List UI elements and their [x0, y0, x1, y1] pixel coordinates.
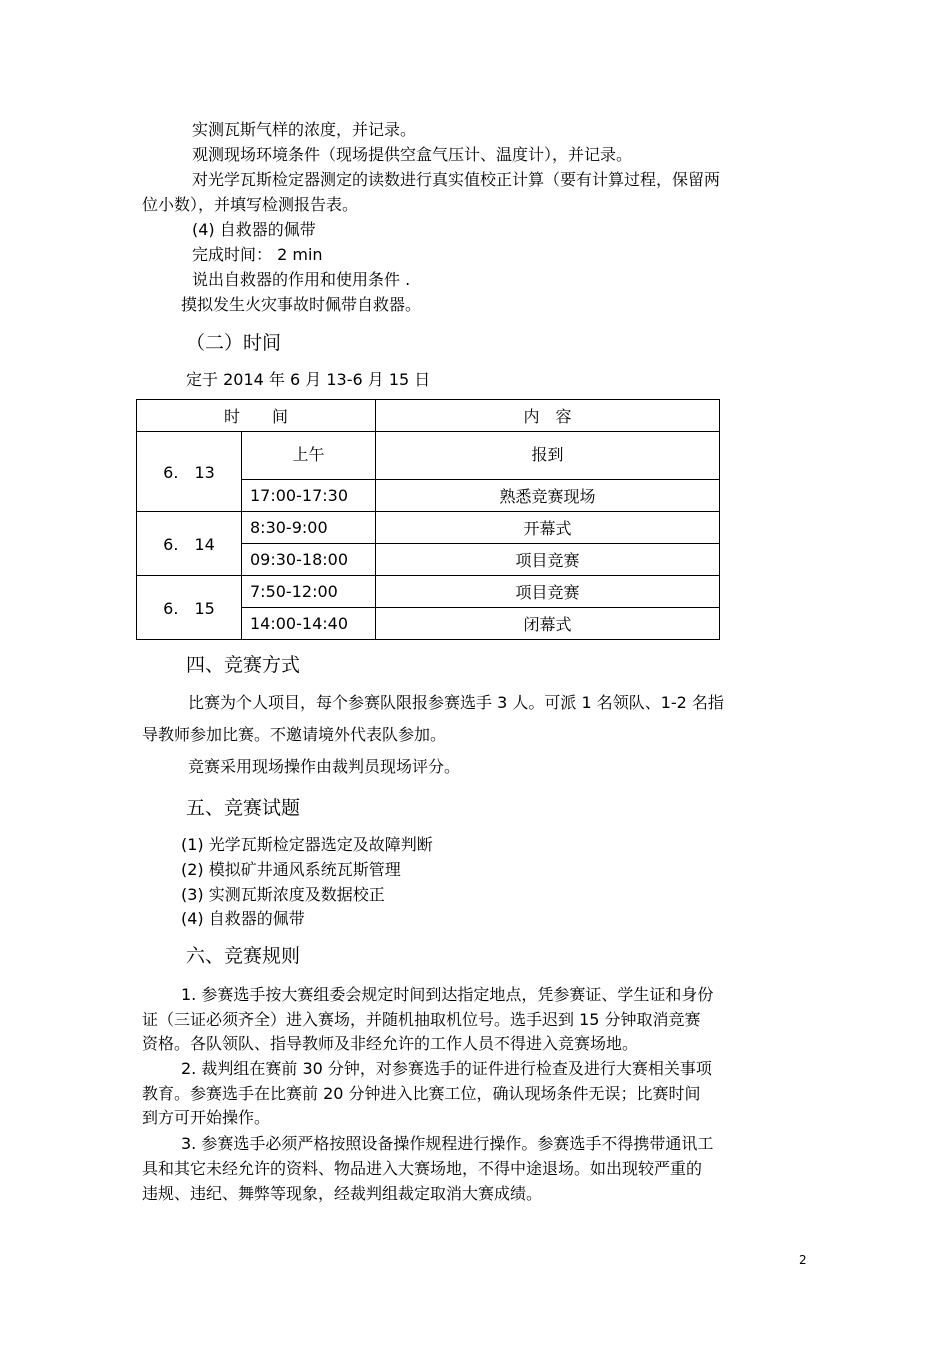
page-number: 2	[799, 1253, 807, 1267]
list-item: (2) 模拟矿井通风系统瓦斯管理	[181, 860, 401, 879]
table-row	[137, 432, 720, 480]
text-line: (4) 自救器的佩带	[192, 220, 316, 239]
table-header-row	[137, 400, 720, 432]
text-line: 观测现场环境条件（现场提供空盒气压计、温度计），并记录。	[192, 145, 633, 164]
time-cell: 09:30-18:00	[242, 544, 376, 576]
content-cell: 熟悉竞赛现场	[376, 480, 720, 512]
section-heading-time: （二）时间	[186, 332, 282, 354]
content-cell: 开幕式	[376, 512, 720, 544]
content-cell: 项目竞赛	[376, 576, 720, 608]
content-cell: 闭幕式	[376, 608, 720, 640]
day-cell: 6. 14	[137, 512, 242, 576]
paragraph-line: 2. 裁判组在赛前 30 分钟，对参赛选手的证件进行检查及进行大赛相关事项	[181, 1059, 712, 1078]
text-line: 对光学瓦斯检定器测定的读数进行真实值校正计算（要有计算过程，保留两	[192, 170, 721, 189]
time-cell: 7:50-12:00	[242, 576, 376, 608]
header-time: 时 间	[137, 400, 376, 432]
text-line: 摸拟发生火灾事故时佩带自救器。	[181, 295, 422, 314]
table-row	[137, 512, 720, 544]
time-cell: 上午	[242, 432, 376, 480]
table-row	[137, 576, 720, 608]
paragraph-line: 具和其它未经允许的资料、物品进入大赛场地，不得中途退场。如出现较严重的	[142, 1159, 703, 1178]
section-heading-4: 四、竞赛方式	[186, 654, 301, 676]
paragraph-line: 资格。各队领队、指导教师及非经允许的工作人员不得进入竞赛场地。	[142, 1034, 639, 1053]
header-content: 内 容	[376, 400, 720, 432]
text-line: 说出自救器的作用和使用条件 .	[192, 270, 411, 289]
list-item: (4) 自救器的佩带	[181, 909, 305, 928]
section-heading-5: 五、竞赛试题	[186, 797, 301, 819]
paragraph-line: 导教师参加比赛。不邀请境外代表队参加。	[142, 725, 447, 744]
paragraph-line: 违规、违纪、舞弊等现象，经裁判组裁定取消大赛成绩。	[142, 1184, 543, 1203]
section-heading-6: 六、竞赛规则	[186, 945, 301, 967]
day-cell: 6. 15	[137, 576, 242, 640]
paragraph-line: 3. 参赛选手必须严格按照设备操作规程进行操作。参赛选手不得携带通讯工	[181, 1134, 714, 1153]
paragraph-line: 证（三证必须齐全）进入赛场，并随机抽取机位号。选手迟到 15 分钟取消竞赛	[142, 1010, 701, 1029]
paragraph-line: 1. 参赛选手按大赛组委会规定时间到达指定地点，凭参赛证、学生证和身份	[181, 985, 714, 1004]
date-line: 定于 2014 年 6 月 13-6 月 15 日	[186, 370, 431, 389]
paragraph-line: 竞赛采用现场操作由裁判员现场评分。	[188, 757, 461, 776]
paragraph-line: 比赛为个人项目，每个参赛队限报参赛选手 3 人。可派 1 名领队、1-2 名指	[188, 693, 724, 712]
paragraph-line: 教育。参赛选手在比赛前 20 分钟进入比赛工位，确认现场条件无误；比赛时间	[142, 1084, 701, 1103]
paragraph-line: 到方可开始操作。	[142, 1108, 271, 1127]
time-cell: 8:30-9:00	[242, 512, 376, 544]
time-cell: 17:00-17:30	[242, 480, 376, 512]
time-cell: 14:00-14:40	[242, 608, 376, 640]
content-cell: 报到	[376, 432, 720, 480]
list-item: (1) 光学瓦斯检定器选定及故障判断	[181, 835, 433, 854]
text-line: 完成时间： 2 min	[192, 245, 323, 264]
day-cell: 6. 13	[137, 432, 242, 512]
text-line: 位小数），并填写检测报告表。	[142, 195, 359, 214]
schedule-table	[136, 399, 720, 640]
content-cell: 项目竞赛	[376, 544, 720, 576]
list-item: (3) 实测瓦斯浓度及数据校正	[181, 885, 385, 904]
text-line: 实测瓦斯气样的浓度，并记录。	[192, 120, 417, 139]
